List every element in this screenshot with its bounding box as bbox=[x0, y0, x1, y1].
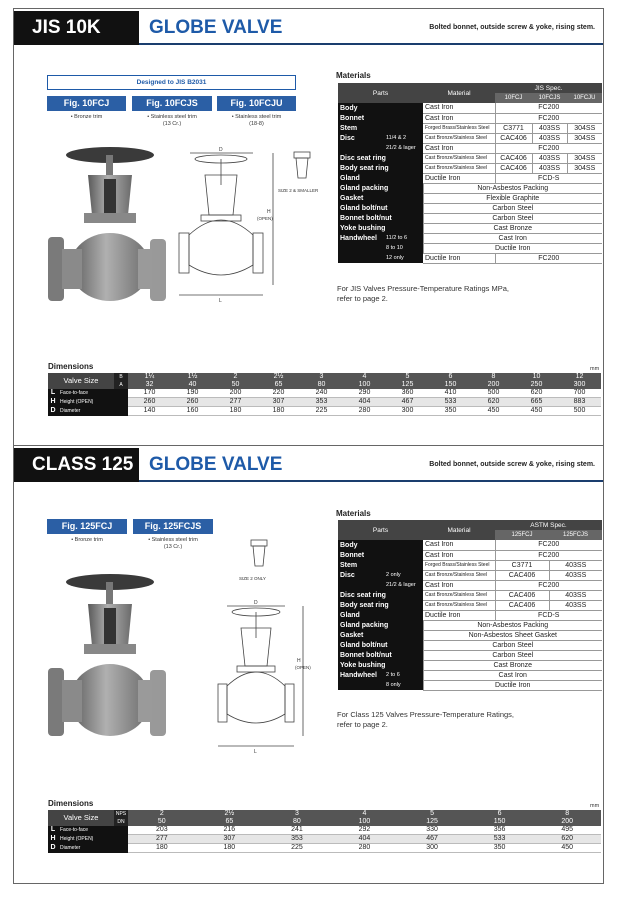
jis-header bbox=[14, 11, 603, 45]
mm-unit-jis: mm bbox=[590, 366, 600, 372]
svg-text:D: D bbox=[254, 600, 258, 606]
fig-125fcj: Fig. 125FCJ bbox=[47, 519, 127, 534]
fig-125fcjs: Fig. 125FCJS bbox=[133, 519, 213, 534]
svg-text:H: H bbox=[267, 209, 271, 215]
class125-description: Bolted bonnet, outside screw & yoke, rising stem. bbox=[429, 461, 595, 468]
jis-title: GLOBE VALVE bbox=[149, 17, 283, 38]
class125-code: CLASS 125 bbox=[14, 448, 139, 482]
svg-text:(OPEN): (OPEN) bbox=[295, 665, 311, 670]
dimensions-title-class125: Dimensions bbox=[48, 799, 94, 808]
small-size-detail-class125 bbox=[237, 538, 282, 586]
valve-photo-jis bbox=[48, 145, 166, 317]
svg-text:L: L bbox=[254, 749, 257, 755]
jis-code: JIS 10K bbox=[14, 11, 139, 45]
ratings-note-class125: For Class 125 Valves Pressure-Temperature Ratings, refer to page 2. bbox=[337, 710, 515, 729]
valve-drawing-class125 bbox=[215, 600, 330, 755]
svg-text:(OPEN): (OPEN) bbox=[257, 216, 273, 221]
svg-text:SIZE 2 & SMALLER: SIZE 2 & SMALLER bbox=[278, 188, 319, 193]
class125-header bbox=[14, 448, 603, 482]
svg-text:H: H bbox=[297, 658, 301, 664]
trim-125fcjs: • Stainless steel trim (13 Cr.) bbox=[148, 537, 198, 550]
materials-table-class125: Parts Material ASTM Spec. 125FCJ 125FCJS Body Cast Iron FC200 Bonnet Cast Iron FC200 Stem Forged Brass/Stainless Steel C3771 403SS Disc 2 only Cast Bronze/Stainless Steel CAC406 403SS 21/2 & lager Cast Iron FC200 Disc seat ring Cast Bronze/Stainless Steel CAC406 403SS Body seat ring Cast Bronze/Stainless Steel CAC406 403SS Gland Ductile Iron FCD-S Gland packing Non-Asbestos Packing Gasket Non-Asbestos Sheet Gasket Gland bolt/nut Carbon Steel Bonnet bolt/nut Carbon Steel Yoke bushing Cast Bronze Handwheel 2 to 6 Cast Iron 8 only Ductile Iron bbox=[338, 520, 602, 691]
fig-10fcju: Fig. 10FCJU bbox=[217, 96, 296, 111]
svg-text:D: D bbox=[219, 147, 223, 153]
class125-title: GLOBE VALVE bbox=[149, 454, 283, 475]
trim-10fcjs: • Stainless steel trim (13 Cr.) bbox=[147, 114, 197, 127]
mm-unit-class125: mm bbox=[590, 803, 600, 809]
materials-title-class125: Materials bbox=[336, 509, 371, 518]
materials-title-jis: Materials bbox=[336, 71, 371, 80]
trim-10fcj: • Bronze trim bbox=[70, 114, 103, 120]
small-size-detail-jis bbox=[278, 148, 328, 198]
valve-photo-class125 bbox=[48, 572, 166, 752]
dimensions-table-jis: Valve Size B 1¼ 1½ 2 2½ 3 4 5 6 8 10 12 A 32 40 50 65 80 100 125 150 200 250 300 L Face-to-face 170 190 200 220 240 290 360 410 500 620 700 H Height (OPEN) 260 260 277 307 353 404 467 533 620 665 883 D Diameter 140 160 180 180 225 280 300 350 450 450 500 bbox=[48, 373, 601, 416]
fig-10fcjs: Fig. 10FCJS bbox=[132, 96, 212, 111]
svg-text:SIZE 2 ONLY: SIZE 2 ONLY bbox=[239, 576, 266, 581]
section-divider bbox=[13, 445, 604, 446]
designed-standard: Designed to JIS B2031 bbox=[47, 75, 296, 90]
materials-table-jis: Parts Material JIS Spec. 10FCJ 10FCJS 10FCJU Body Cast Iron FC200 Bonnet Cast Iron FC200 Stem Forged Brass/Stainless Steel C3771 403SS 304SS Disc 11/4 & 2 Cast Bronze/Stainless Steel CAC406 403SS 304SS 21/2 & lager Cast Iron FC200 Disc seat ring Cast Bronze/Stainless Steel CAC406 403SS 304SS Body seat ring Cast Bronze/Stainless Steel CAC406 403SS 304SS Gland Ductile Iron FCD-S Gland packing Non-Asbestos Packing Gasket Flexible Graphite Gland bolt/nut Carbon Steel Bonnet bolt/nut Carbon Steel Yoke bushing Cast Bronze Handwheel 11/2 to 6 Cast Iron 8 to 10 Ductile Iron 12 only Ductile Iron FC200 bbox=[338, 83, 602, 264]
trim-125fcj: • Bronze trim bbox=[71, 537, 103, 543]
jis-description: Bolted bonnet, outside screw & yoke, rising stem. bbox=[429, 24, 595, 31]
dimensions-table-class125: Valve Size NPS 2 2½ 3 4 5 6 8 DN 50 65 80 100 125 150 200 L Face-to-face 203 216 241 292 330 356 495 H Height (OPEN) 277 307 353 404 467 533 620 D Diameter 180 180 225 280 300 350 450 bbox=[48, 810, 601, 853]
ratings-note-jis: For JIS Valves Pressure-Temperature Ratings MPa, refer to page 2. bbox=[337, 284, 510, 303]
trim-10fcju: • Stainless steel trim (18-8) bbox=[231, 114, 282, 127]
dimensions-title-jis: Dimensions bbox=[48, 362, 94, 371]
fig-10fcj: Fig. 10FCJ bbox=[47, 96, 126, 111]
svg-text:L: L bbox=[219, 298, 222, 304]
